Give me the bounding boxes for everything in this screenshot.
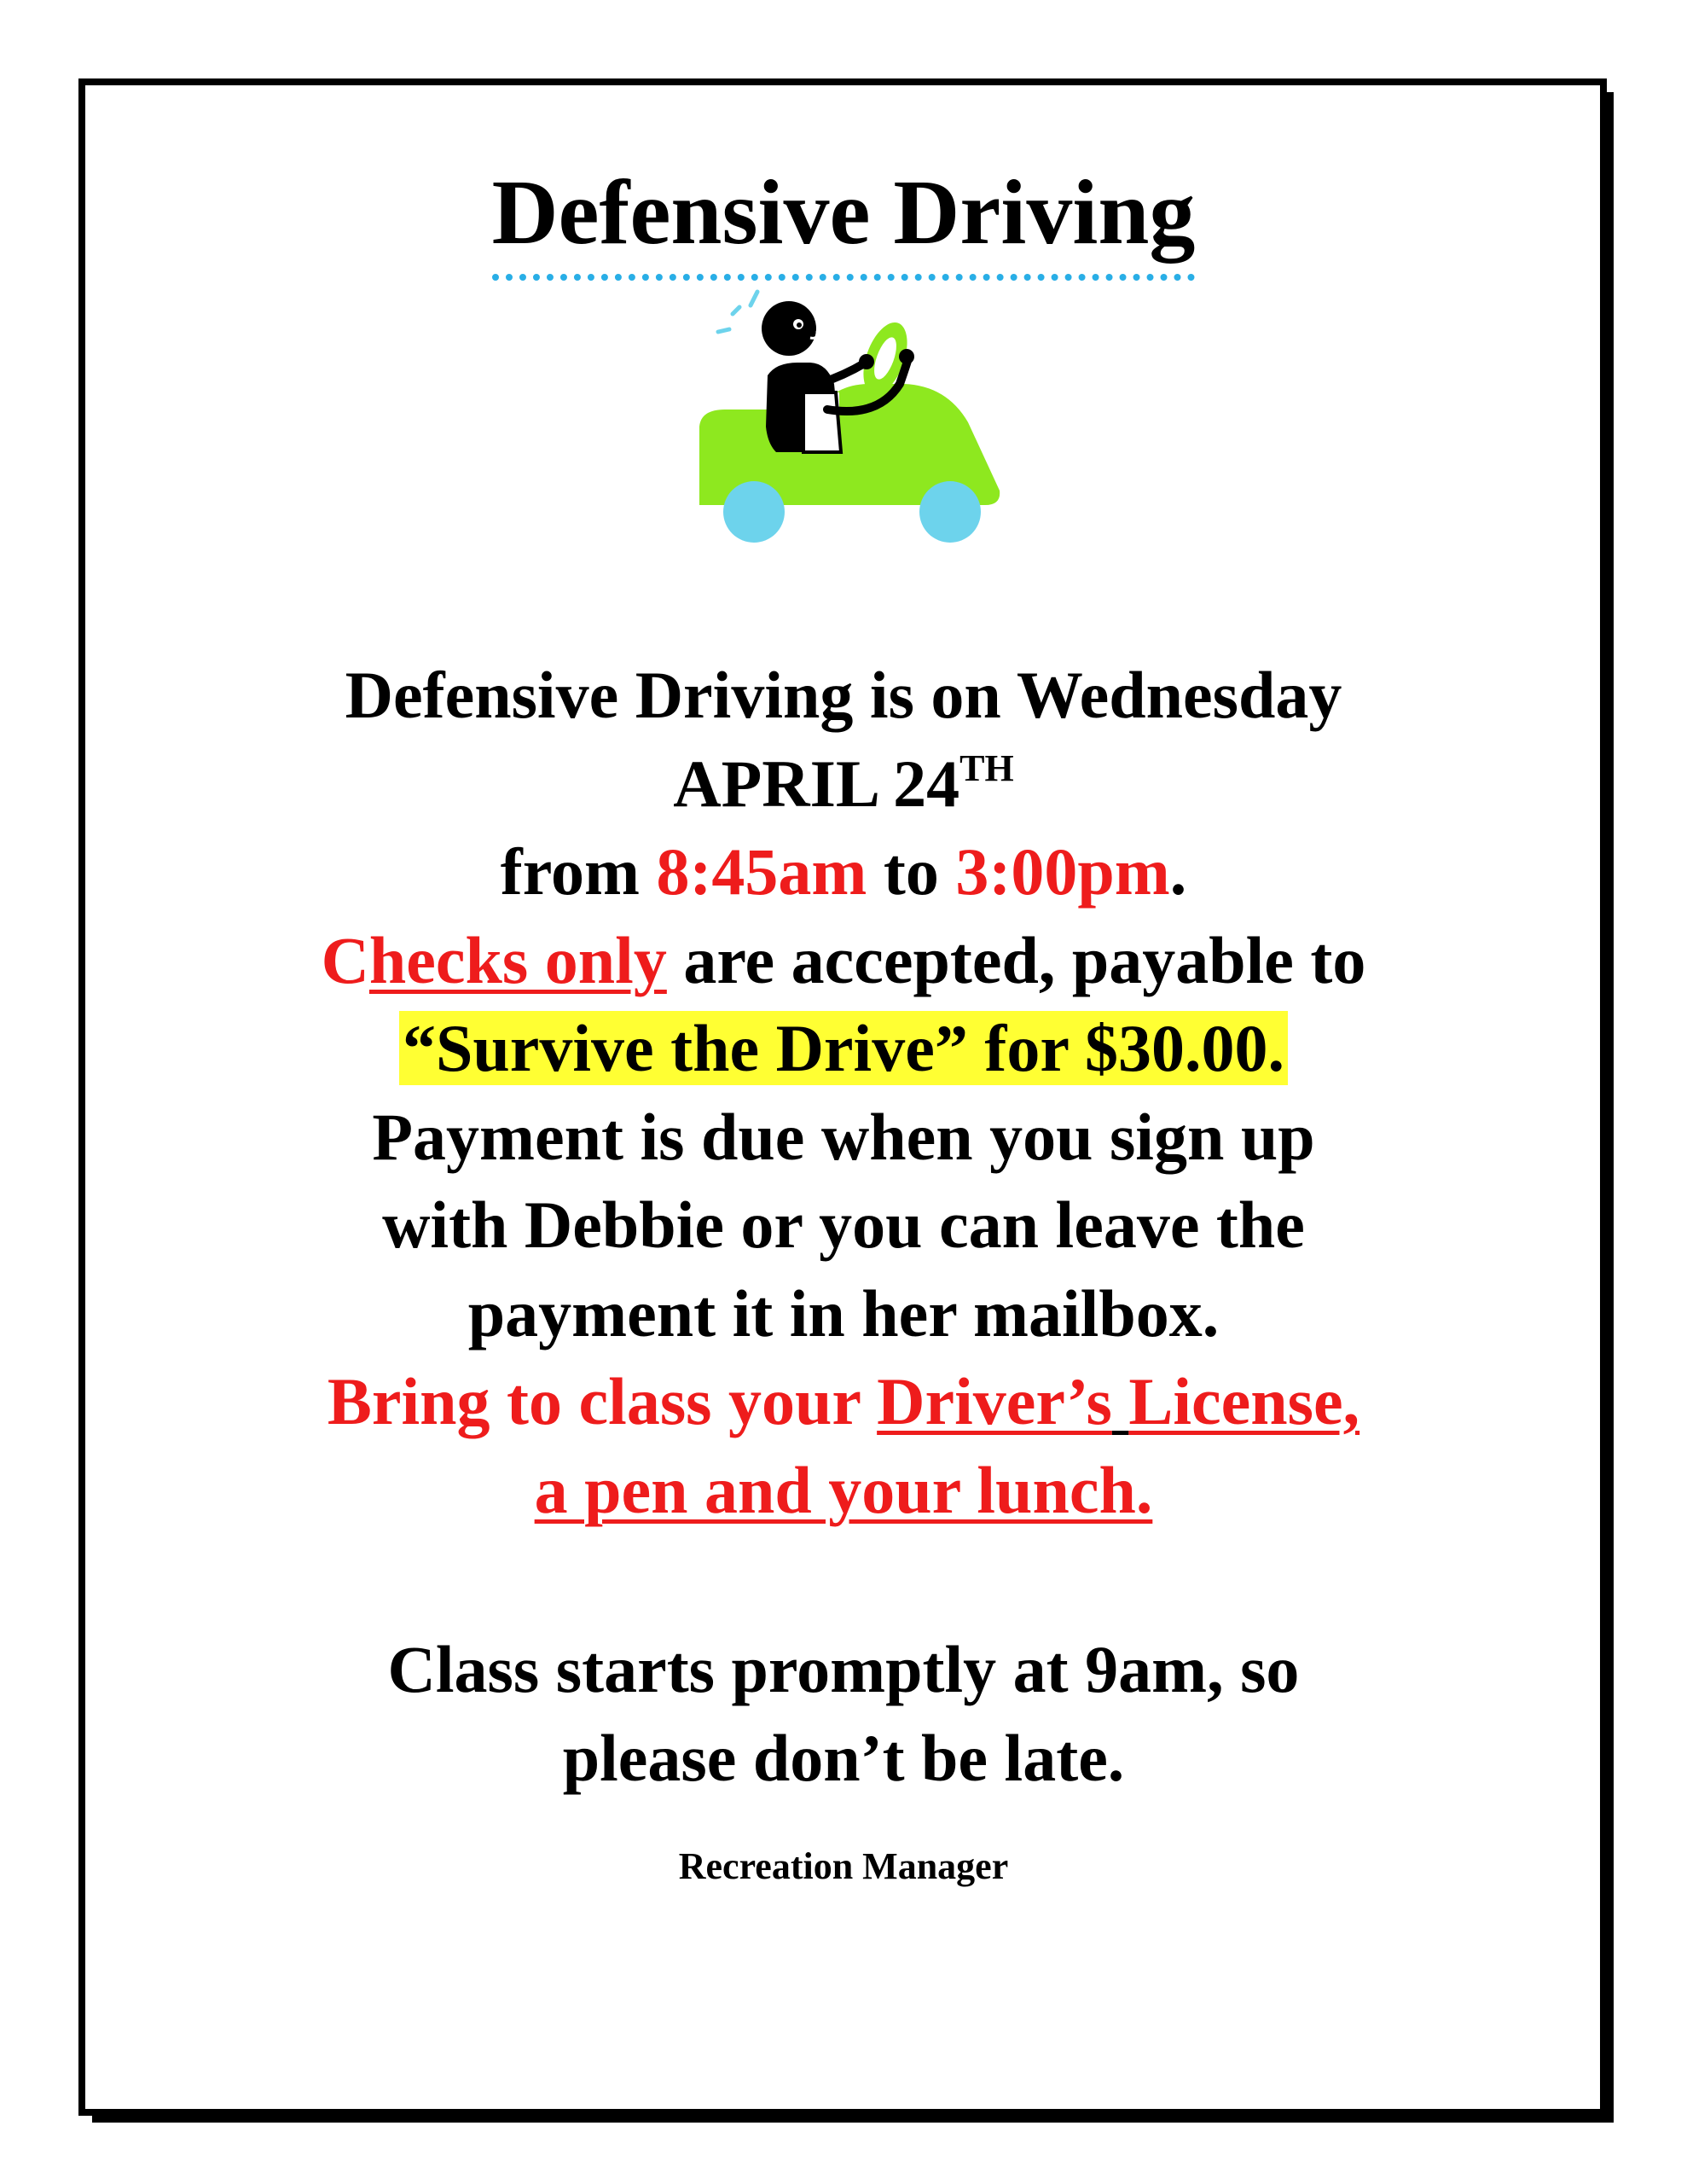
schedule-line: Defensive Driving is on Wednesday bbox=[345, 658, 1342, 732]
date-suffix: TH bbox=[959, 746, 1014, 789]
payment-due-line-2: with Debbie or you can leave the bbox=[382, 1188, 1305, 1262]
bring-line-1 bbox=[0, 1357, 1687, 1446]
start-time: 8:45am bbox=[656, 834, 867, 909]
payment-due-line-3: payment it in her mailbox. bbox=[467, 1275, 1220, 1350]
payment-method-line bbox=[0, 916, 1687, 1005]
checks-only-text: hecks only bbox=[368, 922, 667, 997]
spacer bbox=[0, 1534, 1687, 1625]
payee-highlight: “Survive the Drive” for $30.00. bbox=[399, 1011, 1288, 1085]
car-wheel-icon bbox=[723, 481, 785, 543]
signature: Recreation Manager bbox=[678, 1845, 1009, 1887]
flyer-body bbox=[0, 651, 1687, 1802]
end-time: 3:00pm bbox=[955, 834, 1170, 909]
payment-due-line-1: Payment is due when you sign up bbox=[372, 1099, 1315, 1174]
period-text: . bbox=[1169, 834, 1187, 909]
to-text: to bbox=[867, 834, 956, 909]
class-start-line-2: please don’t be late. bbox=[562, 1720, 1125, 1795]
accepted-text: are accepted, payable to bbox=[666, 922, 1366, 997]
checks-initial: C bbox=[321, 922, 369, 997]
flyer-title-text: Defensive Driving bbox=[492, 158, 1196, 281]
license-space bbox=[1112, 1364, 1129, 1438]
from-text: from bbox=[500, 834, 657, 909]
date-line bbox=[0, 740, 1687, 828]
bring-prefix: Bring to class your bbox=[327, 1364, 878, 1438]
bring-items: a pen and your lunch. bbox=[534, 1452, 1153, 1527]
class-start-line-1: Class starts promptly at 9am, so bbox=[387, 1632, 1300, 1706]
payee-line bbox=[0, 1004, 1687, 1093]
flyer-title bbox=[0, 158, 1687, 281]
bring-line-2 bbox=[0, 1446, 1687, 1535]
license-text-2: License, bbox=[1128, 1364, 1360, 1438]
driver-in-car-icon bbox=[691, 282, 1015, 563]
date-text: APRIL 24 bbox=[673, 746, 960, 821]
license-text: Driver’s bbox=[877, 1364, 1112, 1438]
motion-lines-icon bbox=[718, 292, 757, 332]
car-wheel-icon bbox=[919, 481, 981, 543]
time-line bbox=[0, 828, 1687, 916]
